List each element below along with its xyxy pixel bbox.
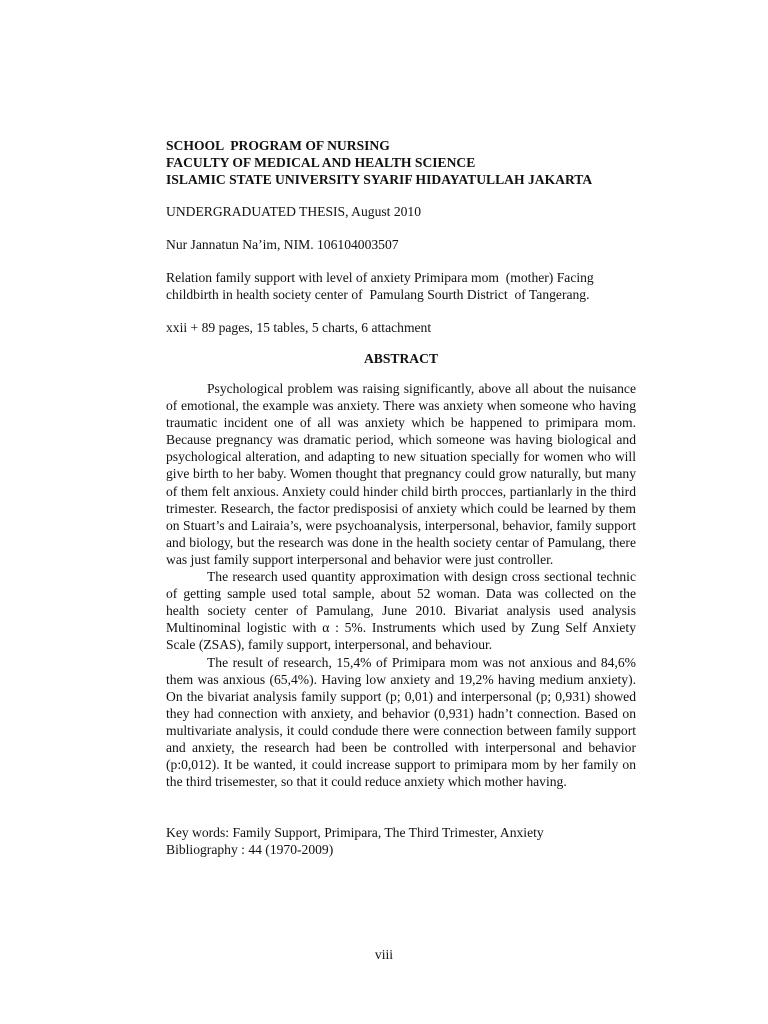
- page-count-line: xxii + 89 pages, 15 tables, 5 charts, 6 attachment: [166, 320, 432, 335]
- abstract-paragraph-3: The result of research, 15,4% of Primipara mom was not anxious and 84,6% them was anxious (65,4%). Having low anxiety and 19,2% having medium anxiety). On the bivariat analysis family support (p; 0,01) and interpersonal (p; 0,931) showed they had connection with anxiety, and behavior (0,931) hadn’t connection. Based on multivariate analysis, it could condude there were connection between family support and anxiety, the research had been be controlled with interpersonal and behavior (p:0,012). It be wanted, it could increase support to primipara mom by her family on the third trisemester, so that it could reduce anxiety which mother having.: [166, 654, 636, 790]
- abstract-paragraph-2: The research used quantity approximation with design cross sectional technic of getting sample used total sample, about 52 woman. Data was collected on the health society center of Pamulang, June 2010. Bivariat analysis used analysis Multinominal logistic with α : 5%. Instruments which used by Zung Self Anxiety Scale (ZSAS), family support, interpersonal, and behaviour.: [166, 569, 636, 653]
- school-name: SCHOOL PROGRAM OF NURSING: [166, 138, 390, 153]
- author-line: Nur Jannatun Na’im, NIM. 106104003507: [166, 237, 399, 252]
- abstract-body: [166, 380, 636, 790]
- thesis-title: Relation family support with level of anxiety Primipara mom (mother) Facing childbirth in health society center of Pamulang Sourth District of Tangerang.: [166, 270, 598, 302]
- abstract-paragraph-1: Psychological problem was raising significantly, above all about the nuisance of emotional, the example was anxiety. There was anxiety when someone who having traumatic incident one of all was anxiety which be happened to primipara mom. Because pregnancy was dramatic period, which someone was having biological and psychological alteration, and adapting to new situation specially for women who will give birth to her baby. Women thought that pregnancy could grow naturally, but many of them felt anxious. Anxiety could hinder child birth procces, partianlarly in the third trimester. Research, the factor predisposisi of anxiety which could be learned by them on Stuart’s and Lairaia’s, were psychoanalysis, interpersonal, behavior, family support and biology, but the research was done in the health society centar of Pamulang, there was just family support interpersonal and behavior were just controller.: [166, 381, 636, 567]
- thesis-label: UNDERGRADUATED THESIS, August 2010: [166, 204, 422, 219]
- university-name: ISLAMIC STATE UNIVERSITY SYARIF HIDAYATULLAH JAKARTA: [166, 172, 593, 187]
- document-page: [166, 137, 636, 858]
- keywords-line: Key words: Family Support, Primipara, The Third Trimester, Anxiety: [166, 825, 544, 841]
- keywords-block: [166, 824, 636, 858]
- abstract-heading: ABSTRACT: [363, 351, 439, 366]
- page-number: viii: [374, 947, 394, 962]
- faculty-name: FACULTY OF MEDICAL AND HEALTH SCIENCE: [166, 155, 476, 170]
- bibliography-line: Bibliography : 44 (1970-2009): [166, 842, 334, 858]
